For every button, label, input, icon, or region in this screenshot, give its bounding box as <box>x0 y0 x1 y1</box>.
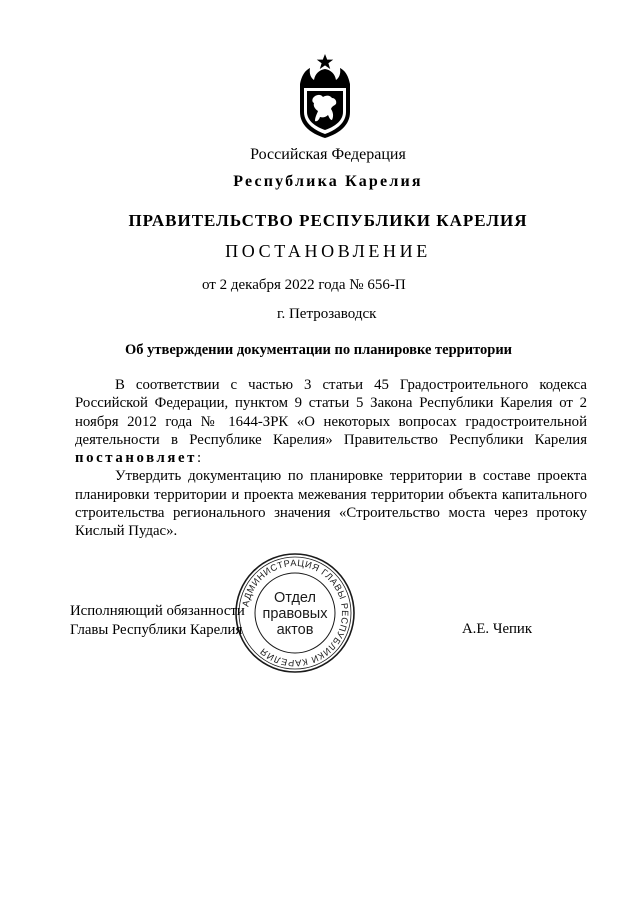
document-date-number: от 2 декабря 2022 года № 656-П <box>202 277 406 293</box>
document-city: г. Петрозаводск <box>277 306 377 322</box>
government-title: ПРАВИТЕЛЬСТВО РЕСПУБЛИКИ КАРЕЛИЯ <box>128 211 528 230</box>
stamp-line-3: актов <box>276 622 314 638</box>
country-name: Российская Федерация <box>250 146 406 163</box>
signer-position-line: Главы Республики Карелия <box>70 622 243 638</box>
stamp-line-2: правовых <box>262 606 328 622</box>
document-body <box>75 376 587 541</box>
paragraph-text: В соответствии с частью 3 статьи 45 Градостроительного кодекса Российской Федерации, пунктом 9 статьи 5 Закона Республики Карелия от 2 ноября 2012 года № 1644-ЗРК «О некоторых вопросах градостроительной деятельности в Республике Карелия» Правительство Республики Карелия <box>75 377 587 448</box>
document-type: ПОСТАНОВЛЕНИЕ <box>225 241 431 261</box>
decree-colon: : <box>197 450 202 467</box>
karelia-coat-of-arms-icon <box>296 54 354 138</box>
body-paragraph <box>75 376 587 467</box>
republic-name: Республика Карелия <box>233 173 423 190</box>
official-stamp <box>232 550 358 676</box>
signer-position-line: Исполняющий обязанности <box>70 603 245 619</box>
stamp-ring-text: АДМИНИСТРАЦИЯ ГЛАВЫ РЕСПУБЛИКИ КАРЕЛИЯ <box>240 557 351 669</box>
document-subject: Об утверждении документации по планировке территории <box>125 342 513 358</box>
decree-word: постановляет <box>75 450 198 467</box>
body-paragraph: Утвердить документацию по планировке территории в составе проекта планировки территории и проекта межевания территории объекта капитального строительства регионального значения «Строительство моста через протоку Кислый Пудас». <box>75 468 587 540</box>
stamp-line-1: Отдел <box>274 590 316 606</box>
signer-position <box>70 602 245 640</box>
signer-name: А.Е. Чепик <box>462 621 533 637</box>
